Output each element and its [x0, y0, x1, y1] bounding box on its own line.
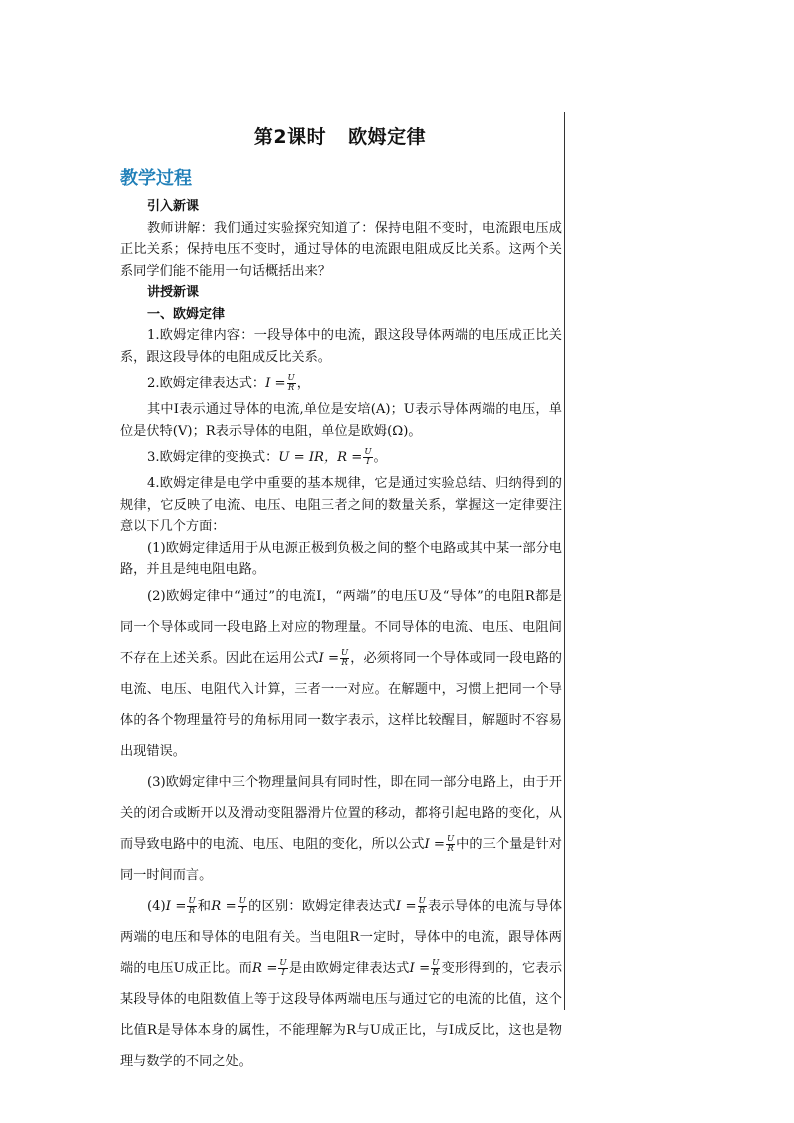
fraction-denominator: I: [240, 905, 244, 916]
formula-lhs: I =: [424, 836, 445, 852]
fraction-numerator: U: [188, 895, 196, 906]
fraction-denominator: R: [447, 843, 454, 854]
formula-fraction: [238, 897, 247, 916]
fraction-denominator: R: [287, 383, 295, 393]
fraction-numerator: U: [341, 647, 349, 658]
formula-lhs: I =: [165, 898, 187, 914]
formula-fraction: [340, 649, 349, 668]
formula-fraction: [418, 897, 427, 916]
fraction-denominator: R: [432, 967, 439, 978]
note-item-4: [120, 891, 562, 1077]
section-heading: 教学过程: [120, 168, 192, 189]
fraction-numerator: U: [279, 957, 287, 968]
subheading-ohms-law: 一、欧姆定律: [147, 306, 226, 322]
fraction-numerator: U: [238, 895, 246, 906]
note-item-1: (1)欧姆定律适用于从电源正极到负极之间的整个电路或其中某一部分电路，并且是纯电阻电路。: [120, 540, 562, 577]
formula-lhs: R =: [337, 450, 363, 465]
text-run: ，必须将同一个导体或同一段电路的电流、电压、电阻代入计算，三者一一对应。在解题中，习惯上把同一个导体的各个物理量符号的角标用同一数字表示，这样比较醒目，解题时不容易出现错误。: [120, 650, 562, 759]
note-item-3: [120, 767, 562, 891]
text-run: 表示导体的电流与导体两端的电压和导体的电阻有关。当电阻R一定时，导体中的电流，跟导体两端的电压U成正比。而: [120, 898, 563, 976]
formula-fraction: [287, 374, 296, 393]
fraction-numerator: U: [446, 833, 455, 844]
text-run: 的区别：欧姆定律表达式: [247, 898, 396, 914]
formula-lhs: I =: [395, 898, 417, 914]
subheading-intro: 引入新课: [147, 199, 200, 214]
text-run: (3)欧姆定律中三个物理量间具有同时性，即在同一部分电路上，由于开关的闭合或断开以及滑动变阻器滑片位置的移动，都将引起电路的变化，从而导致电路中的电流、电压、电阻的变化，所以公式: [120, 774, 562, 852]
formula-fraction: [187, 897, 196, 916]
fraction-numerator: U: [432, 957, 440, 968]
formula-fraction: [446, 835, 455, 854]
paragraph-symbol-units: 其中I表示通过导体的电流,单位是安培(A)；U表示导体两端的电压，单位是伏特(V)；R表示导体的电阻，单位是欧姆(Ω)。: [120, 402, 562, 439]
formula-lhs: I =: [265, 376, 286, 391]
paragraph-law-transform: [120, 442, 562, 473]
paragraph-intro: 教师讲解：我们通过实验探究知道了：保持电阻不变时，电流跟电压成正比关系；保持电压不变时，通过导体的电流跟电阻成反比关系。这两个关系同学们能不能用一句话概括出来？: [120, 220, 562, 279]
formula-lhs: R =: [211, 898, 237, 914]
margin-divider-line: [564, 112, 565, 1010]
paragraph-law-expression: [120, 368, 562, 399]
text-run: 是由欧姆定律表达式: [288, 960, 410, 976]
fraction-denominator: R: [188, 905, 196, 916]
fraction-numerator: U: [418, 895, 426, 906]
formula-lhs: I =: [409, 960, 431, 976]
text-run: 2.欧姆定律表达式：: [147, 376, 266, 391]
text-run: 3.欧姆定律的变换式：: [147, 450, 279, 465]
formula-fraction: [363, 448, 372, 467]
fraction-denominator: R: [418, 905, 426, 916]
text-run: 中的三个量是针对同一时间而言。: [120, 836, 562, 883]
paragraph-law-content: 1.欧姆定律内容：一段导体中的电流，跟这段导体两端的电压成正比关系，跟这段导体的电阻成反比关系。: [120, 328, 562, 365]
fraction-numerator: U: [287, 373, 295, 383]
text-run: 和: [197, 898, 212, 914]
formula-u-ir: U = IR，: [278, 450, 338, 465]
lesson-title: [120, 122, 560, 149]
lesson-body: [120, 196, 562, 1077]
fraction-denominator: R: [341, 657, 348, 668]
formula-fraction: [278, 959, 287, 978]
text-run: 。: [373, 450, 387, 465]
fraction-numerator: U: [364, 447, 372, 457]
lesson-topic: 欧姆定律: [348, 126, 427, 148]
text-run: (4): [147, 898, 166, 914]
formula-lhs: R =: [252, 960, 278, 976]
fraction-denominator: I: [366, 457, 370, 467]
subheading-new-lesson: 讲授新课: [147, 285, 200, 300]
formula-fraction: [431, 959, 440, 978]
lesson-number: 第2课时: [253, 126, 327, 148]
note-item-2: [120, 581, 562, 767]
fraction-denominator: I: [281, 967, 285, 978]
formula-lhs: I =: [318, 650, 340, 666]
text-run: ，: [296, 376, 310, 391]
text-run: 变形得到的，它表示某段导体的电阻数值上等于这段导体两端电压与通过它的电流的比值，这个比值R是导体本身的属性，不能理解为R与U成正比，与I成反比，这也是物理与数学的不同之处。: [120, 960, 563, 1069]
paragraph-law-notes: 4.欧姆定律是电学中重要的基本规律，它是通过实验总结、归纳得到的规律，它反映了电流、电压、电阻三者之间的数量关系，掌握这一定律要注意以下几个方面：: [120, 476, 562, 534]
text-run: (2)欧姆定律中“通过”的电流I，“两端”的电压U及“导体”的电阻R都是同一个导体或同一段电路上对应的物理量。不同导体的电流、电压、电阻间不存在上述关系。因此在运用公式: [120, 588, 562, 666]
